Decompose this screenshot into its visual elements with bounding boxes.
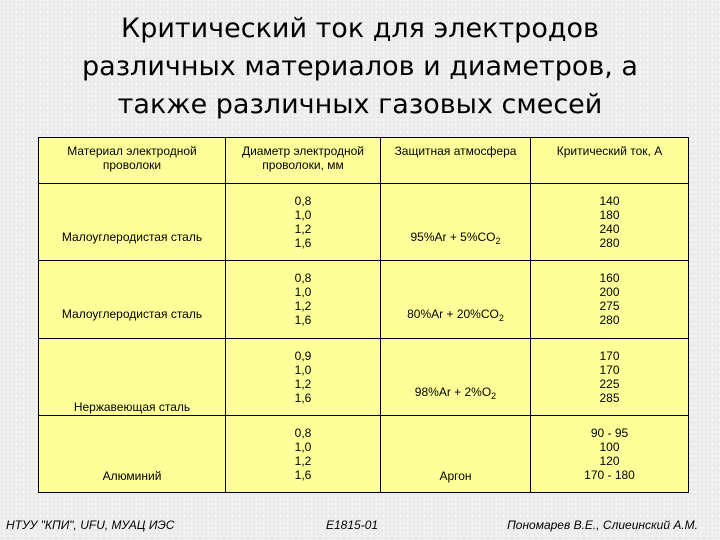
atmosphere-text: 98%Ar + 2%O — [414, 384, 492, 399]
atmosphere-subscript: 2 — [495, 236, 501, 247]
diameter-value: 1,2 — [294, 299, 312, 314]
atmosphere-text: Аргон — [439, 469, 472, 484]
material-cell: Малоуглеродистая сталь — [39, 184, 226, 261]
current-value: 240 — [599, 222, 620, 237]
diameter-value: 1,0 — [294, 362, 312, 377]
diameter-value: 0,8 — [294, 271, 312, 286]
atmosphere-subscript: 2 — [498, 313, 504, 324]
table-row — [39, 184, 689, 261]
table-row — [39, 261, 689, 338]
current-cell — [531, 415, 689, 492]
slide-title — [0, 10, 720, 124]
diameter-cell — [226, 261, 381, 338]
header-current: Критический ток, А — [531, 138, 689, 184]
atmosphere-subscript: 2 — [491, 390, 497, 401]
diameter-value: 1,2 — [294, 453, 312, 468]
diameter-value: 1,2 — [294, 222, 312, 237]
current-value: 170 — [599, 348, 620, 363]
current-value: 160 — [599, 271, 620, 286]
current-value: 180 — [599, 208, 620, 223]
critical-current-table — [38, 137, 688, 493]
current-value: 90 - 95 — [590, 425, 629, 440]
table-row — [39, 415, 689, 492]
current-value: 280 — [599, 313, 620, 328]
current-cell — [531, 261, 689, 338]
header-diameter: Диаметр электродной проволоки, мм — [226, 138, 381, 184]
diameter-value: 1,6 — [294, 390, 312, 405]
material-cell: Малоуглеродистая сталь — [39, 261, 226, 338]
diameter-value: 1,0 — [294, 208, 312, 223]
diameter-value: 1,6 — [294, 236, 312, 251]
title-line-1: Критический ток для электродов — [121, 13, 599, 44]
current-value: 140 — [599, 194, 620, 209]
current-value: 280 — [599, 236, 620, 251]
current-value: 200 — [599, 285, 620, 300]
current-value: 170 - 180 — [584, 467, 635, 482]
footer-authors: Пономарев В.Е., Слиеинский А.М. — [507, 518, 698, 532]
atmosphere-cell — [381, 338, 531, 415]
atmosphere-text: 95%Ar + 5%CO — [410, 230, 496, 245]
title-line-2: различных материалов и диаметров, а — [82, 51, 638, 82]
header-atmosphere: Защитная атмосфера — [381, 138, 531, 184]
diameter-value: 1,0 — [294, 439, 312, 454]
current-value: 225 — [599, 376, 620, 391]
table-header-row — [39, 138, 689, 184]
footer-institution: НТУУ "КПИ", UFU, МУАЦ ИЭС — [6, 518, 175, 532]
current-value: 275 — [599, 299, 620, 314]
atmosphere-text: 80%Ar + 20%CO — [407, 307, 499, 322]
current-value: 285 — [599, 390, 620, 405]
current-cell — [531, 184, 689, 261]
header-material: Материал электродной проволоки — [39, 138, 226, 184]
diameter-value: 0,8 — [294, 425, 312, 440]
diameter-cell — [226, 184, 381, 261]
diameter-value: 0,9 — [294, 348, 312, 363]
diameter-cell — [226, 338, 381, 415]
footer-slide-code: E1815-01 — [326, 518, 379, 532]
diameter-value: 0,8 — [294, 194, 312, 209]
atmosphere-cell — [381, 261, 531, 338]
diameter-value: 1,2 — [294, 376, 312, 391]
diameter-value: 1,6 — [294, 313, 312, 328]
material-cell: Алюминий — [39, 415, 226, 492]
current-value: 100 — [599, 439, 620, 454]
material-cell: Нержавеющая сталь — [39, 338, 226, 415]
diameter-cell — [226, 415, 381, 492]
table-row — [39, 338, 689, 415]
atmosphere-cell — [381, 184, 531, 261]
diameter-value: 1,0 — [294, 285, 312, 300]
atmosphere-cell — [381, 415, 531, 492]
title-line-3: также различных газовых смесей — [117, 89, 603, 120]
diameter-value: 1,6 — [294, 467, 312, 482]
current-value: 120 — [599, 453, 620, 468]
current-cell — [531, 338, 689, 415]
current-value: 170 — [599, 362, 620, 377]
